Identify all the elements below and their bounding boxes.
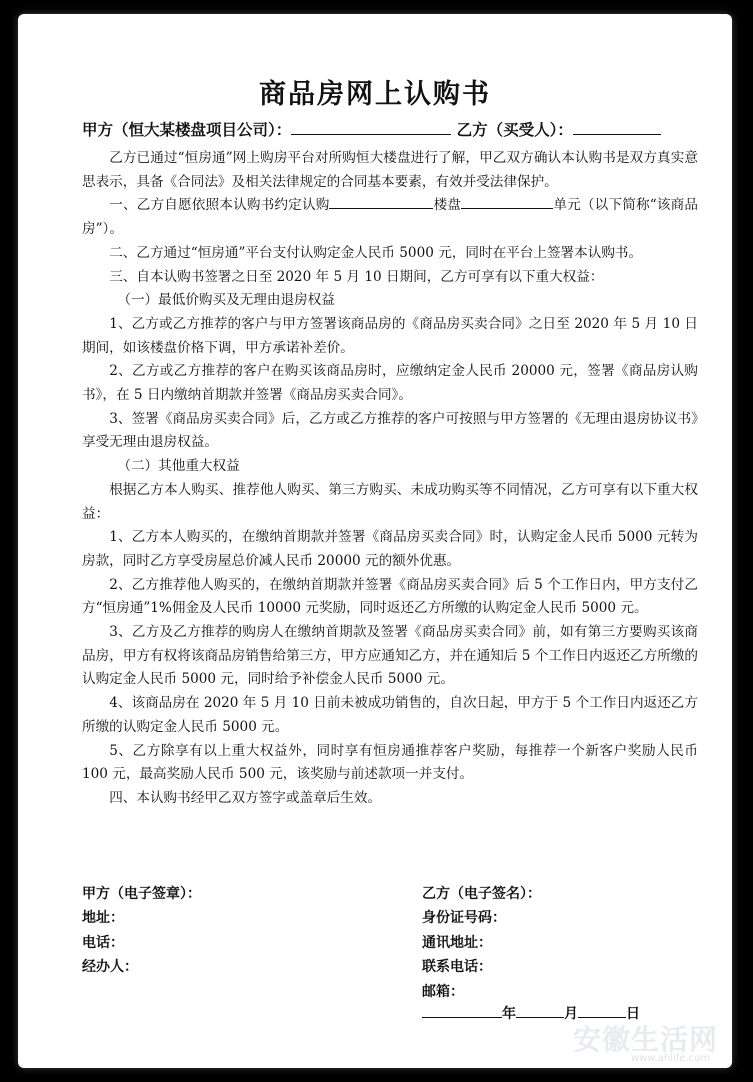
document-title: 商品房网上认购书 xyxy=(259,79,491,110)
watermark-url: www.ahlife.com xyxy=(630,1053,710,1064)
watermark-logo: 安徽生活网 xyxy=(572,1023,718,1056)
party-b-blank[interactable] xyxy=(573,120,661,135)
party-b-id-label: 身份证号码： xyxy=(422,910,506,927)
date-year-label: 年 xyxy=(502,1006,516,1022)
party-a-label: 甲方（恒大某楼盘项目公司）： xyxy=(82,121,292,139)
party-line xyxy=(82,118,722,140)
paragraph-item: 3、乙方及乙方推荐的购房人在缴纳首期款及签署《商品房买卖合同》前，如有第三方要购买该商品房，甲方有权将该商品房销售给第三方，甲方应通知乙方，并在通知后 5 个工作日内返还乙方所缴的认购定金人民币 5000 元，同时给予补偿金人民币 5000 元。 xyxy=(82,624,698,688)
party-a-agent-label: 经办人： xyxy=(82,959,138,976)
signature-left-column xyxy=(82,882,201,980)
document-page xyxy=(18,14,732,1068)
paragraph-item: 根据乙方本人购买、推荐他人购买、第三方购买、未成功购买等不同情况，乙方可享有以下重大权益： xyxy=(82,481,698,522)
party-a-phone-label: 电话： xyxy=(82,934,124,951)
party-b-phone-label: 联系电话： xyxy=(422,959,492,976)
subheading-1: （一）最低价购买及无理由退房权益 xyxy=(117,292,335,309)
clause-1-text-c: 单元（以下简称“该商品房”）。 xyxy=(82,197,699,238)
party-b-email-label: 邮箱： xyxy=(422,983,464,1000)
paragraph-item: 3、签署《商品房买卖合同》后，乙方或乙方推荐的客户可按照与甲方签署的《无理由退房协议书》享受无理由退房权益。 xyxy=(82,410,698,451)
date-day-label: 日 xyxy=(626,1006,640,1022)
party-b-signature-label: 乙方（电子签名）： xyxy=(422,886,541,902)
party-b-address-label: 通讯地址： xyxy=(422,934,492,951)
date-month-label: 月 xyxy=(564,1006,578,1022)
clause-1-building-blank[interactable] xyxy=(329,194,433,209)
paragraph-item: 2、乙方或乙方推荐的客户在购买该商品房时，应缴纳定金人民币 20000 元，签署《商品房认购书》，在 5 日内缴纳首期款并签署《商品房买卖合同》。 xyxy=(82,363,698,404)
paragraph-clause-3: 三、自本认购书签署之日至 2020 年 5 月 10 日期间，乙方可享有以下重大权益： xyxy=(109,268,604,285)
paragraph-clause-1 xyxy=(82,194,698,241)
date-month-blank[interactable] xyxy=(516,1003,564,1018)
paragraph-item: 1、乙方本人购买的，在缴纳首期款并签署《商品房买卖合同》时，认购定金人民币 5000 元转为房款，同时乙方享受房屋总价减人民币 20000 元的额外优惠。 xyxy=(82,529,698,569)
party-a-address-label: 地址： xyxy=(82,910,124,927)
date-year-blank[interactable] xyxy=(422,1003,502,1018)
document-body xyxy=(82,147,698,811)
paragraph-intro: 乙方已通过“恒房通”网上购房平台对所购恒大楼盘进行了解，甲乙双方确认本认购书是双方真实意思表示，具备《合同法》及相关法律规定的合同基本要素，有效并受法律保护。 xyxy=(82,150,698,190)
date-day-blank[interactable] xyxy=(578,1003,626,1018)
party-a-blank[interactable] xyxy=(291,120,451,135)
clause-1-text-b: 楼盘 xyxy=(433,197,462,214)
clause-1-unit-blank[interactable] xyxy=(461,194,553,209)
party-a-signature-label: 甲方（电子签章）： xyxy=(82,886,201,902)
paragraph-clause-4: 四、本认购书经甲乙双方签字或盖章后生效。 xyxy=(109,789,382,806)
paragraph-item: 1、乙方或乙方推荐的客户与甲方签署该商品房的《商品房买卖合同》之日至 2020 年 5 月 10 日期间，如该楼盘价格下调，甲方承诺补差价。 xyxy=(82,315,698,356)
signature-right-column xyxy=(422,882,541,1004)
party-b-label: 乙方（买受人）： xyxy=(456,121,573,139)
subheading-2: （二）其他重大权益 xyxy=(117,458,240,475)
paragraph-item: 5、乙方除享有以上重大权益外，同时享有恒房通推荐客户奖励，每推荐一个新客户奖励人民币 100 元，最高奖励人民币 500 元，该奖励与前述款项一并支付。 xyxy=(82,742,698,783)
paragraph-item: 4、该商品房在 2020 年 5 月 10 日前未被成功销售的，自次日起，甲方于 5 个工作日内返还乙方所缴的认购定金人民币 5000 元。 xyxy=(82,695,698,735)
paragraph-clause-2: 二、乙方通过“恒房通”平台支付认购定金人民币 5000 元，同时在平台上签署本认购书。 xyxy=(109,244,643,261)
clause-1-text-a: 一、乙方自愿依照本认购书约定认购 xyxy=(109,197,330,214)
paragraph-item: 2、乙方推荐他人购买的，在缴纳首期款并签署《商品房买卖合同》后 5 个工作日内，甲方支付乙方“恒房通”1%佣金及人民币 10000 元奖励，同时返还乙方所缴的认购定金人民币 5000 元。 xyxy=(82,576,698,617)
